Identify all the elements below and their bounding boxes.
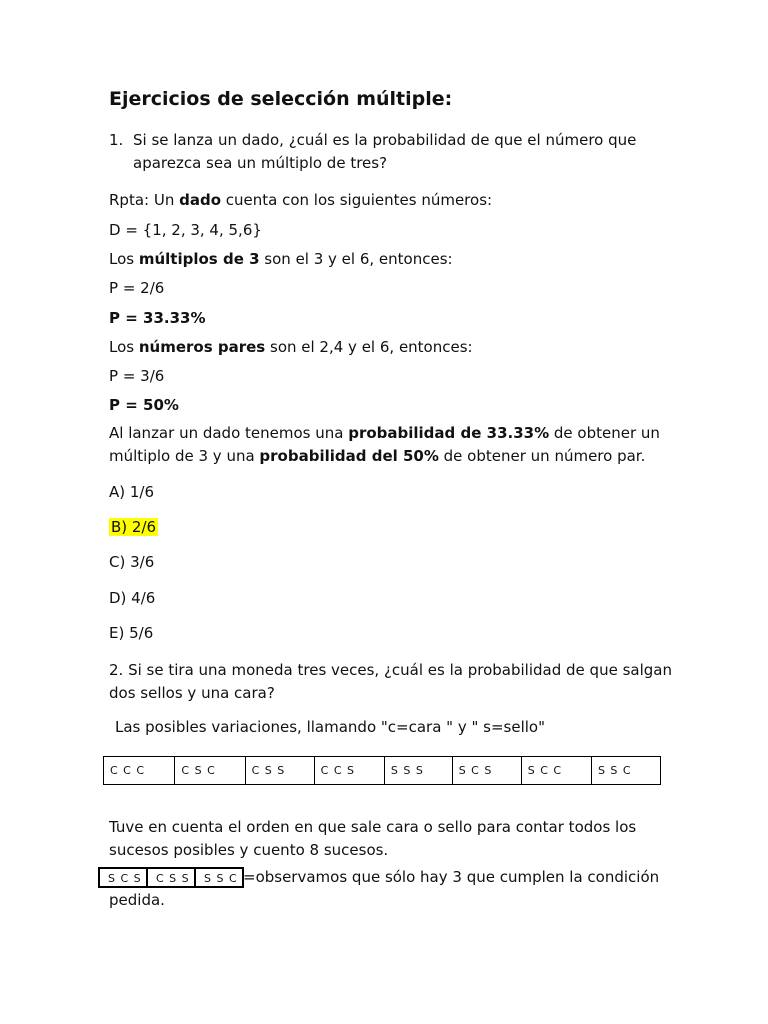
selected-outcome-box: C S S [146, 867, 196, 888]
variations-intro: Las posibles variaciones, llamando "c=cara " y " s=sello" [115, 718, 545, 736]
option-d: D) 4/6 [109, 589, 156, 607]
question-1-number: 1. [109, 131, 124, 149]
question-2-line-1: 2. Si se tira una moneda tres veces, ¿cuál es la probabilidad de que salgan [109, 661, 672, 679]
probability-fraction-2: P = 3/6 [109, 367, 165, 385]
page-title: Ejercicios de selección múltiple: [109, 88, 453, 110]
observation-line-2: pedida. [109, 891, 165, 909]
probability-percent-2: P = 50% [109, 396, 179, 414]
selected-outcome-box: S C S [98, 867, 148, 888]
variation-cell: S S C [591, 757, 660, 785]
selected-outcome-box: S S C [194, 867, 244, 888]
observation-line-1: =observamos que sólo hay 3 que cumplen la condición [243, 868, 660, 886]
option-a: A) 1/6 [109, 483, 155, 501]
order-note-line-1: Tuve en cuenta el orden en que sale cara o sello para contar todos los [109, 818, 637, 836]
question-1-line-1: Si se lanza un dado, ¿cuál es la probabilidad de que el número que [133, 131, 637, 149]
option-e: E) 5/6 [109, 624, 154, 642]
conclusion-line-2: múltiplo de 3 y una probabilidad del 50% de obtener un número par. [109, 447, 646, 465]
variation-cell: S S S [384, 757, 452, 785]
question-2-line-2: dos sellos y una cara? [109, 684, 275, 702]
variation-cell: C C S [314, 757, 384, 785]
variation-cell: C S S [245, 757, 314, 785]
option-b-correct [109, 516, 158, 538]
option-c: C) 3/6 [109, 553, 155, 571]
probability-percent-1: P = 33.33% [109, 309, 206, 327]
table-row [104, 757, 661, 785]
answer-intro: Rpta: Un dado cuenta con los siguientes números: [109, 191, 493, 209]
question-1-line-2: aparezca sea un múltiplo de tres? [133, 154, 388, 172]
multiples-line: Los múltiplos de 3 son el 3 y el 6, entonces: [109, 250, 453, 268]
highlight: B) 2/6 [111, 518, 157, 536]
order-note-line-2: sucesos posibles y cuento 8 sucesos. [109, 841, 389, 859]
conclusion-line-1: Al lanzar un dado tenemos una probabilidad de 33.33% de obtener un [109, 424, 660, 442]
probability-fraction-1: P = 2/6 [109, 279, 165, 297]
variations-table [103, 756, 661, 785]
variation-cell: S C S [452, 757, 521, 785]
variation-cell: C S C [175, 757, 245, 785]
even-numbers-line: Los números pares son el 2,4 y el 6, entonces: [109, 338, 473, 356]
variation-cell: S C C [521, 757, 591, 785]
variation-cell: C C C [104, 757, 175, 785]
sample-space: D = {1, 2, 3, 4, 5,6} [109, 221, 262, 239]
